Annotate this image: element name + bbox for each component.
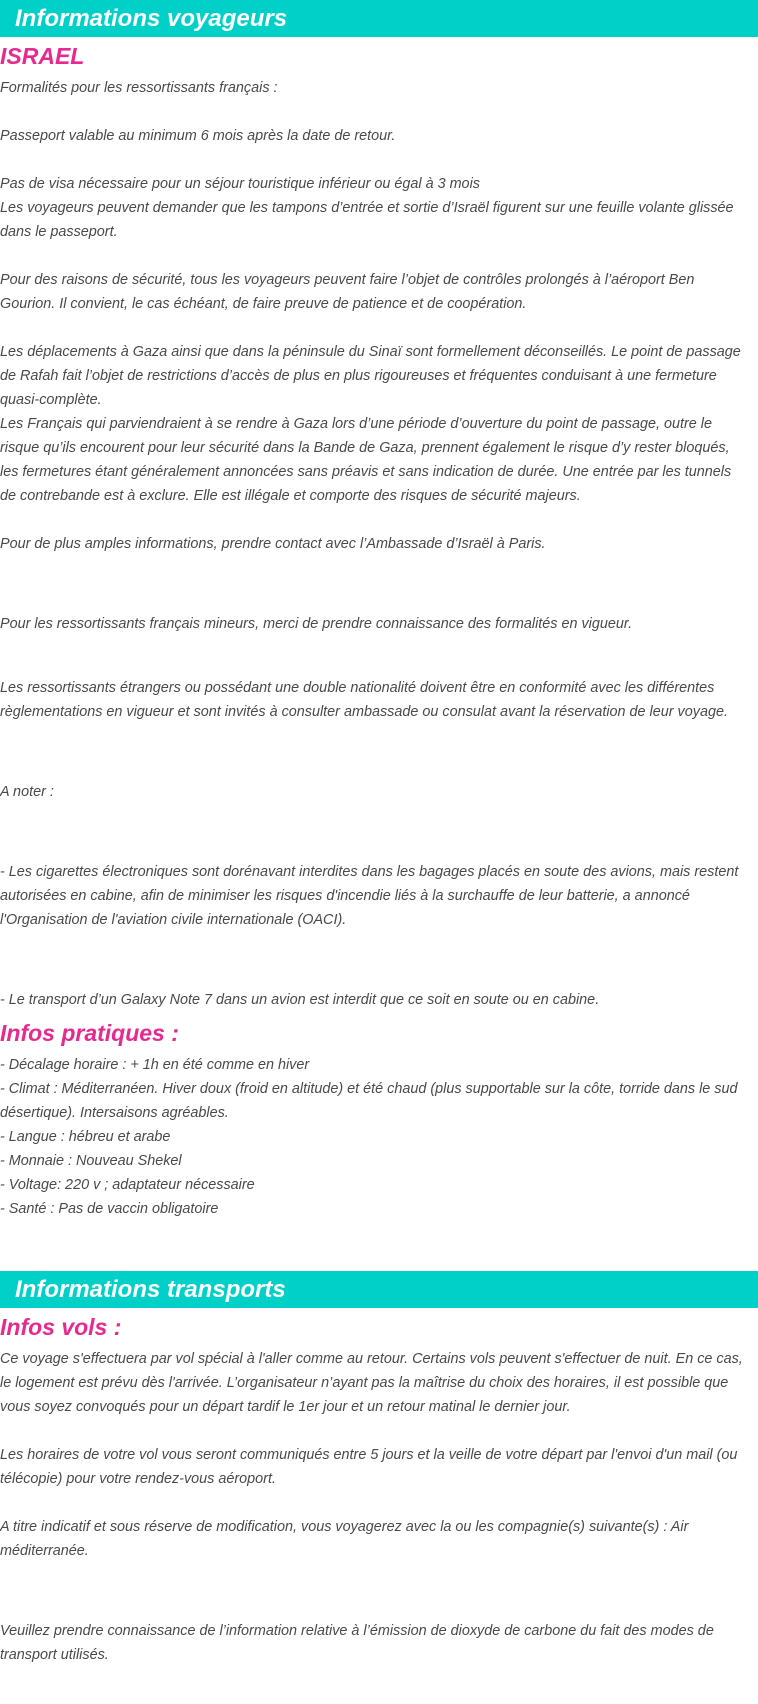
co2-text: Veuillez prendre connaissance de l’information relative à l’émission de dioxyde de carbone du fait des modes de transport utilisés. [0,1623,714,1663]
header-informations-voyageurs: Informations voyageurs [0,0,758,37]
visa-text: Pas de visa nécessaire pour un séjour touristique inférieur ou égal à 3 mois [0,176,480,192]
pratique-item: - Langue : hébreu et arabe [0,1129,171,1145]
infos-pratiques-title: Infos pratiques : [0,1020,179,1046]
infos-vols-title: Infos vols : [0,1314,122,1340]
a-noter-label: A noter : [0,784,54,800]
formalites-text: Formalités pour les ressortissants français : [0,80,278,96]
vol-special-text: Ce voyage s'effectuera par vol spécial à l'aller comme au retour. Certains vols peuvent s'effectuer de nuit. En ce cas, le logement est prévu dès l'arrivée. L’organisateur n’ayant pas la maîtrise du choix des horaires, il est possible que vous soyez convoqués pour un départ tardif le 1er jour et un retour matinal le dernier jour. [0,1351,743,1415]
securite-text: Pour des raisons de sécurité, tous les voyageurs peuvent faire l’objet de contrôles prolongés à l’aéroport Ben Gourion. Il convient, le cas échéant, de faire preuve de patience et de coopération. [0,272,695,312]
country-title: ISRAEL [0,43,85,69]
pratique-item: - Monnaie : Nouveau Shekel [0,1153,182,1169]
ambassade-text: Pour de plus amples informations, prendre contact avec l’Ambassade d’Israël à Paris. [0,536,546,552]
pratique-item: - Climat : Méditerranéen. Hiver doux (froid en altitude) et été chaud (plus supportable sur la côte, torride dans le sud désertique). Intersaisons agréables. [0,1081,738,1121]
passeport-text: Passeport valable au minimum 6 mois après la date de retour. [0,128,396,144]
tampons-text: Les voyageurs peuvent demander que les tampons d’entrée et sortie d’Israël figurent sur une feuille volante glissée dans le passeport. [0,200,734,240]
header-informations-transports: Informations transports [0,1271,758,1308]
etrangers-text: Les ressortissants étrangers ou possédant une double nationalité doivent être en conformité avec les différentes règlementations en vigueur et sont invités à consulter ambassade ou consulat avant la réservation de leur voyage. [0,680,728,720]
mineurs-text: Pour les ressortissants français mineurs, merci de prendre connaissance des formalités en vigueur. [0,616,633,632]
pratique-item: - Décalage horaire : + 1h en été comme en hiver [0,1057,310,1073]
gaza-risk-text: Les Français qui parviendraient à se rendre à Gaza lors d’une période d’ouverture du point de passage, outre le risque qu’ils encourent pour leur sécurité dans la Bande de Gaza, prennent également le risque d’y rester bloqués, les fermetures étant généralement annoncées sans préavis et sans indication de durée. Une entrée par les tunnels de contrebande est à exclure. Elle est illégale et comporte des risques de sécurité majeurs. [0,416,732,504]
cigarettes-text: - Les cigarettes électroniques sont dorénavant interdites dans les bagages placés en soute des avions, mais restent autorisées en cabine, afin de minimiser les risques d'incendie liés à la surchauffe de leur batterie, a annoncé l'Organisation de l'aviation civile internationale (OACI). [0,864,739,928]
compagnie-text: A titre indicatif et sous réserve de modification, vous voyagerez avec la ou les compagnie(s) suivante(s) : Air méditerranée. [0,1519,689,1559]
pratique-item: - Santé : Pas de vaccin obligatoire [0,1201,219,1217]
galaxy-text: - Le transport d’un Galaxy Note 7 dans un avion est interdit que ce soit en soute ou en cabine. [0,992,600,1008]
gaza-warning-text: Les déplacements à Gaza ainsi que dans la péninsule du Sinaï sont formellement déconseillés. Le point de passage de Rafah fait l’objet de restrictions d’accès de plus en plus rigoureuses et fréquentes conduisant à une fermeture quasi-complète. [0,344,741,408]
pratique-item: - Voltage: 220 v ; adaptateur nécessaire [0,1177,255,1193]
horaires-text: Les horaires de votre vol vous seront communiqués entre 5 jours et la veille de votre départ par l'envoi d'un mail (ou télécopie) pour votre rendez-vous aéroport. [0,1447,738,1487]
